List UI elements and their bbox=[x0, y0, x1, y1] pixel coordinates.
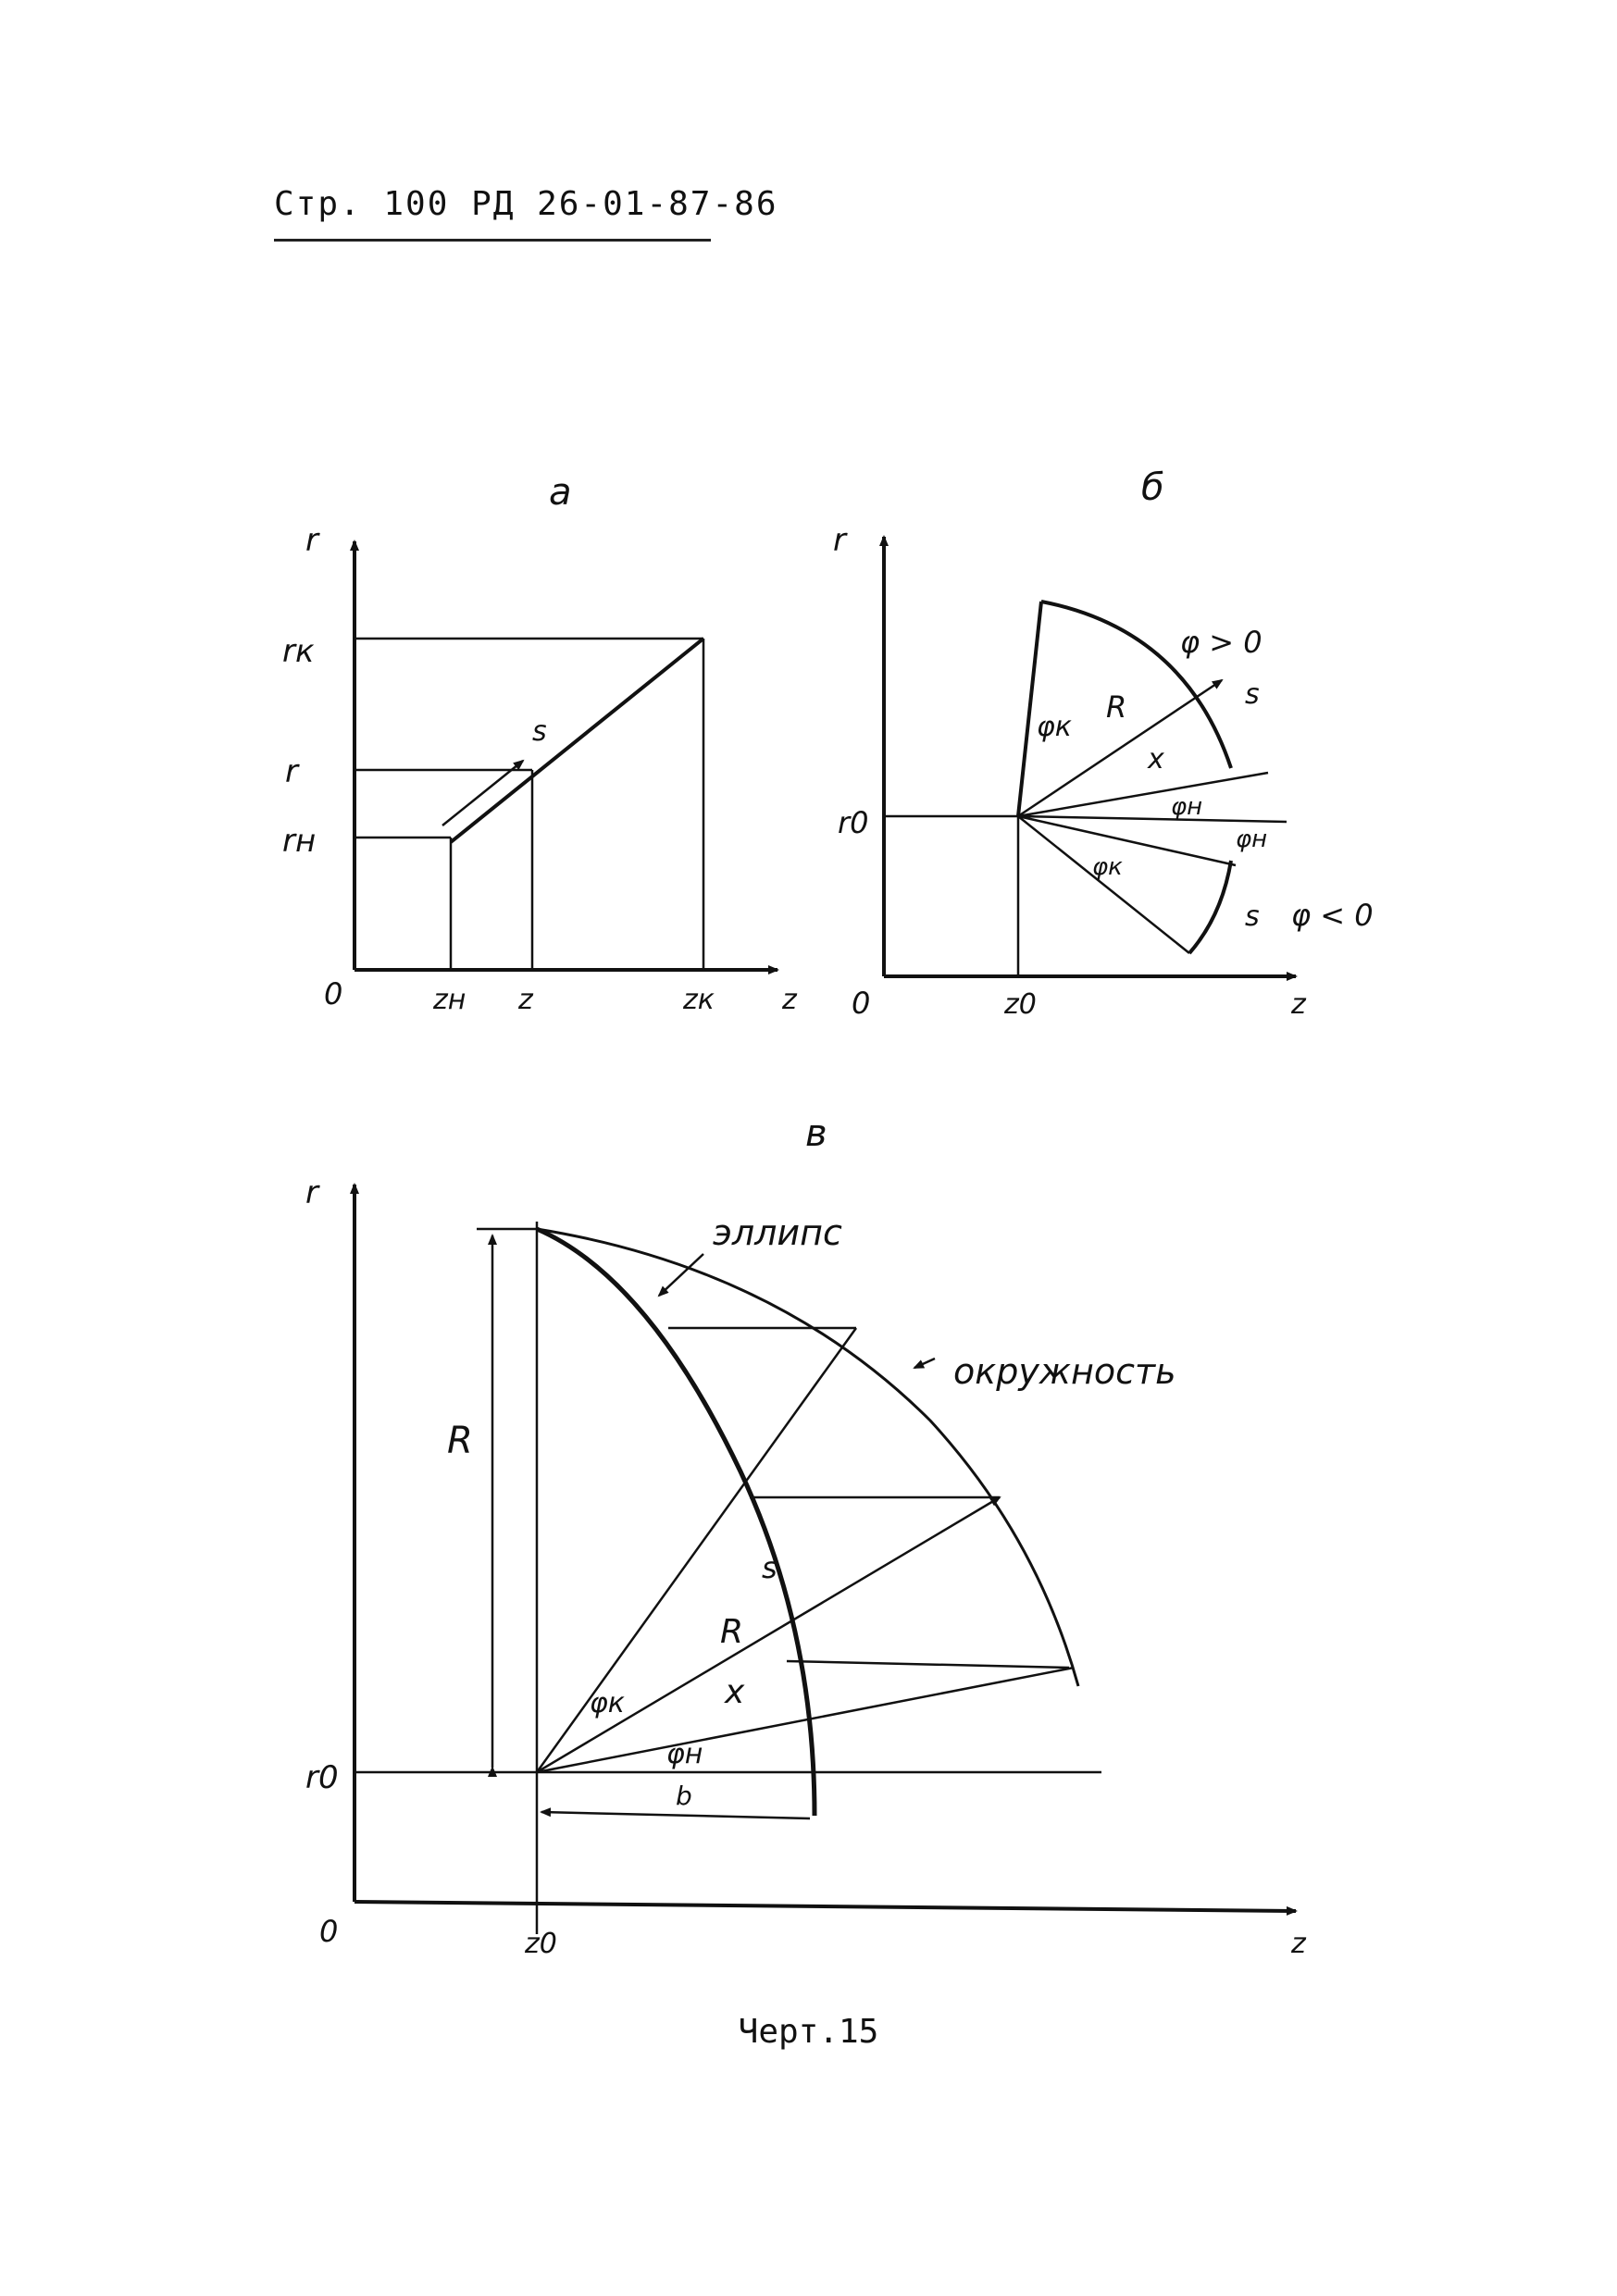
b-origin-label: 0 bbox=[852, 986, 871, 1021]
figure-caption: Черт.15 bbox=[738, 2013, 879, 2051]
c-z0-label: z0 bbox=[525, 1928, 557, 1960]
c-circle-arc bbox=[537, 1229, 1078, 1686]
b-x-label: x bbox=[1148, 743, 1164, 776]
b-phi-neg-label: φ < 0 bbox=[1291, 898, 1374, 933]
b-phin-upper-label: φн bbox=[1171, 793, 1203, 821]
panel-b-label: б bbox=[1141, 466, 1164, 509]
c-phik-label: φк bbox=[590, 1687, 625, 1719]
c-b-label: b bbox=[676, 1781, 692, 1811]
b-s-lower-label: s bbox=[1245, 900, 1260, 933]
b-phik-lower-ray bbox=[1018, 816, 1189, 953]
a-z-label: z bbox=[518, 984, 533, 1016]
c-hline-low bbox=[787, 1661, 1069, 1668]
c-b-dimension bbox=[541, 1812, 810, 1818]
a-rk-label: rк bbox=[282, 633, 315, 670]
a-s-label: s bbox=[532, 715, 547, 748]
b-phik-lower-label: φк bbox=[1092, 853, 1123, 881]
panel-a bbox=[282, 471, 798, 1016]
c-r0-label: r0 bbox=[305, 1759, 339, 1796]
c-x-label: x bbox=[725, 1673, 745, 1711]
b-axis-z-label: z bbox=[1291, 988, 1306, 1021]
panel-a-label: а bbox=[549, 471, 572, 514]
b-s-upper-label: s bbox=[1245, 678, 1260, 711]
c-axis-z-label: z bbox=[1291, 1928, 1306, 1960]
page-header: Стр. 100 РД 26-01-87-86 bbox=[274, 185, 778, 223]
b-phi-pos-label: φ > 0 bbox=[1180, 625, 1263, 660]
c-ellipse-arc bbox=[537, 1229, 815, 1816]
b-phin-lower-ray bbox=[1018, 816, 1236, 865]
a-axis-r-label: r bbox=[305, 522, 318, 559]
c-s-label: s bbox=[762, 1550, 777, 1585]
b-axis-r-label: r bbox=[833, 522, 846, 559]
c-ellipse-label: эллипс bbox=[713, 1212, 842, 1253]
b-z0-label: z0 bbox=[1004, 988, 1037, 1021]
a-origin-label: 0 bbox=[324, 976, 343, 1011]
c-phin-label: φн bbox=[666, 1738, 703, 1770]
a-axis-z-label: z bbox=[782, 984, 797, 1016]
b-phin-upper-ray bbox=[1018, 773, 1268, 816]
c-circle-label: окружность bbox=[953, 1351, 1176, 1392]
a-rn-label: rн bbox=[282, 823, 317, 860]
c-circle-pointer bbox=[914, 1359, 935, 1368]
a-zn-label: zн bbox=[433, 984, 466, 1016]
panel-b bbox=[833, 466, 1374, 1021]
b-upper-edge bbox=[1018, 602, 1041, 816]
b-lower-arc bbox=[1189, 861, 1231, 953]
c-R-vertical-label: R bbox=[447, 1420, 473, 1462]
c-axis-r-label: r bbox=[305, 1174, 318, 1211]
b-R-label: R bbox=[1106, 689, 1127, 725]
b-phik-upper-label: φк bbox=[1037, 711, 1072, 743]
b-r0-label: r0 bbox=[838, 805, 869, 840]
b-horizontal-ref bbox=[1018, 816, 1287, 822]
c-origin-label: 0 bbox=[319, 1914, 339, 1949]
c-z-axis bbox=[354, 1902, 1296, 1911]
a-generatrix bbox=[451, 639, 703, 842]
a-zk-label: zк bbox=[683, 984, 715, 1016]
a-r-label: r bbox=[285, 753, 298, 790]
panel-c bbox=[305, 1112, 1307, 1960]
c-R-radius-label: R bbox=[720, 1613, 744, 1651]
b-phin-lower-label: φн bbox=[1236, 825, 1268, 853]
panel-c-label: в bbox=[805, 1112, 827, 1155]
